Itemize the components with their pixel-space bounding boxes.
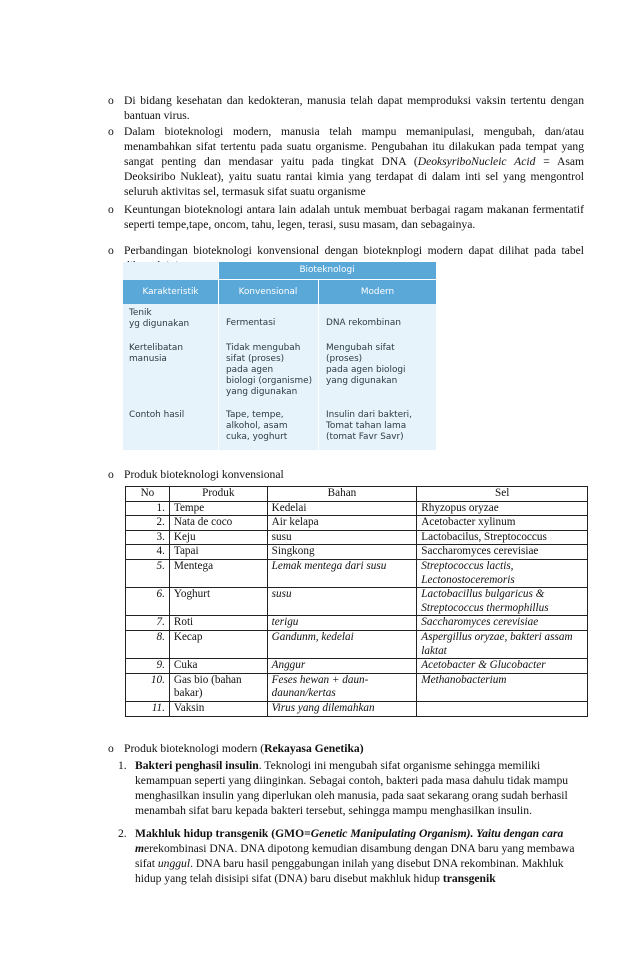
table-cell-sel: Aspergillus oryzae, bakteri assam laktat bbox=[417, 630, 588, 658]
table-cell-bahan: Feses hewan + daun-daunan/kertas bbox=[267, 673, 417, 701]
comparison-col-header: Konvensional bbox=[238, 287, 298, 297]
table-cell-produk: Nata de coco bbox=[169, 516, 267, 531]
table-cell-produk: Tapai bbox=[169, 545, 267, 560]
table-row bbox=[126, 701, 588, 716]
table-row bbox=[126, 616, 588, 631]
table-row bbox=[126, 501, 588, 516]
table-cell-no: 5. bbox=[126, 559, 170, 587]
table-cell-bahan: susu bbox=[267, 530, 417, 545]
table-header: Sel bbox=[417, 487, 588, 502]
table-cell-bahan: Air kelapa bbox=[267, 516, 417, 531]
bullet-text: Di bidang kesehatan dan kedokteran, manusia telah dapat memproduksi vaksin tertentu dengan bantuan virus. bbox=[124, 94, 584, 122]
table-cell-sel: Acetobacter & Glucobacter bbox=[417, 659, 588, 674]
bullet-marker: o bbox=[108, 244, 114, 257]
bullet-marker: o bbox=[108, 742, 114, 755]
bullet-text: Dalam bioteknologi modern, manusia telah mampu memanipulasi, mengubah, dan/atau menambahkan sifat tertentu pada suatu organisme. Pengubahan itu dilakukan pada tempat yang sangat penting dan mendasar yaitu pada tingkat DNA (DeoksyriboNucleic Acid = Asam Deoksiribo Nukleat), yaitu suatu rantai kimia yang terdapat di dalam inti sel yang mengontrol seluruh aktivitas sel, termasuk sifat suatu organisme bbox=[124, 125, 585, 198]
table-cell-no: 11. bbox=[126, 701, 170, 716]
table-cell-sel: Saccharomyces cerevisiae bbox=[417, 545, 588, 560]
comparison-col-header: Karakteristik bbox=[142, 287, 199, 297]
table-cell-produk: Mentega bbox=[169, 559, 267, 587]
bullet-item-keuntungan bbox=[108, 202, 584, 232]
bullet-item-konvensional bbox=[108, 467, 584, 482]
table-cell-produk: Gas bio (bahan bakar) bbox=[169, 673, 267, 701]
column-divider bbox=[218, 262, 219, 450]
table-row bbox=[126, 559, 588, 587]
comparison-group-header: Bioteknologi bbox=[218, 262, 436, 279]
row-divider bbox=[218, 279, 436, 280]
table-row bbox=[126, 588, 588, 616]
table-cell-bahan: susu bbox=[267, 588, 417, 616]
table-cell-no: 4. bbox=[126, 545, 170, 560]
list-number: 1. bbox=[118, 759, 127, 772]
bullet-item-vaksin bbox=[108, 93, 584, 123]
table-row bbox=[126, 630, 588, 658]
table-cell-no: 2. bbox=[126, 516, 170, 531]
table-cell-bahan: Virus yang dilemahkan bbox=[267, 701, 417, 716]
table-row bbox=[126, 516, 588, 531]
comparison-table bbox=[123, 262, 436, 450]
table-cell-sel: Streptococcus lactis, Lectonostoceremoris bbox=[417, 559, 588, 587]
list-text: Bakteri penghasil insulin. Teknologi ini mengubah sifat organisme sehingga memiliki kemampuan seperti yang diinginkan. Sebagai contoh, bakteri pada masa dahulu tidak mampu menghasilkan insulin yang diperlukan oleh manusia, pada saat sekarang orang sudah berhasil menambah sifat baru kepada bakteri tersebut, sehingga mampu menghasilkan insulin. bbox=[135, 759, 569, 817]
bullet-text: Keuntungan bioteknologi antara lain adalah untuk membuat berbagai ragam makanan fermentatif seperti tempe,tape, oncom, tahu, legen, terasi, susu masam, dan sebagainya. bbox=[124, 203, 584, 231]
bullet-marker: o bbox=[108, 94, 114, 107]
table-header-row bbox=[126, 487, 588, 502]
table-header: Produk bbox=[169, 487, 267, 502]
table-cell-produk: Keju bbox=[169, 530, 267, 545]
bullet-item-modern bbox=[108, 124, 584, 199]
table-cell-sel bbox=[417, 701, 588, 716]
table-header: Bahan bbox=[267, 487, 417, 502]
comparison-cell: DNA rekombinan bbox=[326, 318, 401, 328]
table-cell-produk: Yoghurt bbox=[169, 588, 267, 616]
table-cell-sel: Lactobacilus, Streptococcus bbox=[417, 530, 588, 545]
table-cell-sel: Lactobacillus bulgaricus & Streptococcus thermophillus bbox=[417, 588, 588, 616]
list-text: Makhluk hidup transgenik (GMO=Genetic Manipulating Organism). Yaitu dengan cara merekombinasi DNA. DNA dipotong kemudian disambung dengan DNA baru yang membawa sifat unggul. DNA baru hasil penggabungan inilah yang disebut DNA rekombinan. Makhluk hidup yang telah disisipi sifat (DNA) baru disebut makhluk hidup transgenik bbox=[135, 827, 575, 885]
comparison-cell: Fermentasi bbox=[226, 318, 276, 328]
comparison-cell: Tenik yg digunakan bbox=[129, 308, 190, 329]
table-cell-no: 8. bbox=[126, 630, 170, 658]
table-cell-sel: Acetobacter xylinum bbox=[417, 516, 588, 531]
table-cell-sel: Saccharomyces cerevisiae bbox=[417, 616, 588, 631]
table-row bbox=[126, 545, 588, 560]
column-divider bbox=[318, 280, 319, 450]
table-cell-sel: Rhyzopus oryzae bbox=[417, 501, 588, 516]
comparison-cell: Kertelibatan manusia bbox=[129, 343, 183, 364]
bullet-text: Perbandingan bioteknologi konvensional dengan bioteknplogi modern dapat dilihat pada tabel bbox=[124, 244, 584, 257]
table-row bbox=[126, 673, 588, 701]
bullet-marker: o bbox=[108, 468, 114, 481]
section-title: Produk bioteknologi modern (Rekayasa Genetika) bbox=[124, 742, 364, 755]
table-cell-no: 9. bbox=[126, 659, 170, 674]
comparison-header-row bbox=[123, 280, 436, 304]
table-cell-produk: Roti bbox=[169, 616, 267, 631]
conventional-products-table bbox=[125, 486, 588, 717]
table-cell-produk: Kecap bbox=[169, 630, 267, 658]
table-row bbox=[126, 530, 588, 545]
list-item-transgenik bbox=[118, 826, 584, 886]
table-cell-no: 7. bbox=[126, 616, 170, 631]
table-cell-no: 10. bbox=[126, 673, 170, 701]
bullet-marker: o bbox=[108, 125, 114, 138]
table-cell-sel: Methanobacterium bbox=[417, 673, 588, 701]
section-title: Produk bioteknologi konvensional bbox=[124, 468, 284, 481]
comparison-cell: Insulin dari bakteri, Tomat tahan lama (tomat Favr Savr) bbox=[326, 410, 412, 442]
comparison-cell: Tidak mengubah sifat (proses) pada agen biologi (organisme) yang digunakan bbox=[226, 343, 313, 397]
comparison-cell: Contoh hasil bbox=[129, 410, 185, 420]
list-item-insulin bbox=[118, 758, 584, 818]
comparison-cell: Tape, tempe, alkohol, asam cuka, yoghurt bbox=[226, 410, 288, 442]
table-cell-bahan: Anggur bbox=[267, 659, 417, 674]
table-cell-bahan: Singkong bbox=[267, 545, 417, 560]
table-cell-no: 3. bbox=[126, 530, 170, 545]
table-cell-bahan: Kedelai bbox=[267, 501, 417, 516]
table-cell-produk: Cuka bbox=[169, 659, 267, 674]
comparison-cell: Mengubah sifat (proses) pada agen biologi yang digunakan bbox=[326, 343, 406, 386]
bullet-marker: o bbox=[108, 203, 114, 216]
table-cell-bahan: Gandunm, kedelai bbox=[267, 630, 417, 658]
table-cell-bahan: Lemak mentega dari susu bbox=[267, 559, 417, 587]
table-cell-produk: Tempe bbox=[169, 501, 267, 516]
table-cell-produk: Vaksin bbox=[169, 701, 267, 716]
table-row bbox=[126, 659, 588, 674]
bullet-item-modern-products bbox=[108, 741, 584, 756]
list-number: 2. bbox=[118, 827, 127, 840]
table-cell-no: 1. bbox=[126, 501, 170, 516]
table-cell-bahan: terigu bbox=[267, 616, 417, 631]
table-header: No bbox=[126, 487, 170, 502]
table-cell-no: 6. bbox=[126, 588, 170, 616]
comparison-col-header: Modern bbox=[360, 287, 395, 297]
